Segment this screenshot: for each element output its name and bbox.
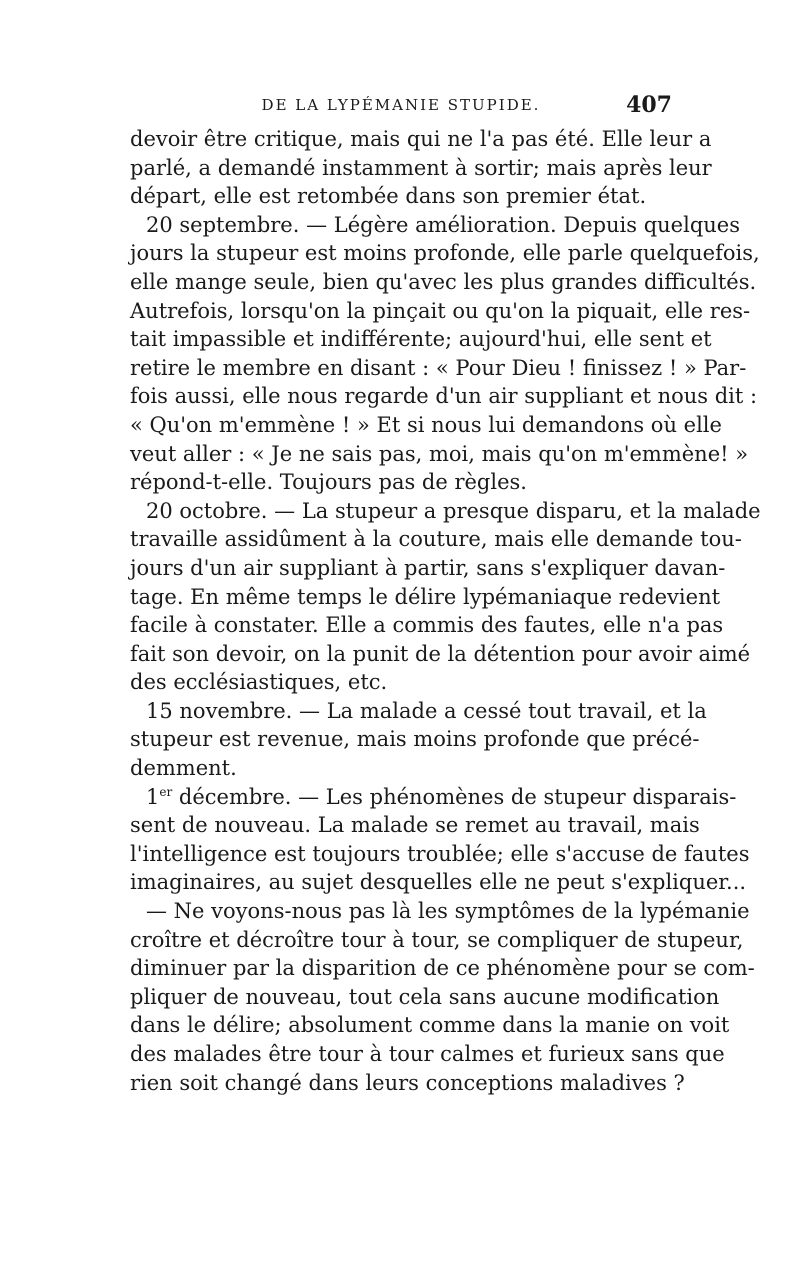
running-head: DE LA LYPÉMANIE STUPIDE. (261, 96, 541, 114)
text-line: pliquer de nouveau, tout cela sans aucune modification (130, 984, 720, 1009)
text-line: jours d'un air suppliant à partir, sans s'expliquer davan- (130, 555, 726, 580)
text-line: imaginaires, au sujet desquelles elle ne peut s'expliquer... (130, 870, 747, 895)
date-number: 1 (146, 784, 160, 809)
text-line: 20 septembre. — Légère amélioration. Depuis quelques (146, 212, 740, 237)
text-line: parlé, a demandé instamment à sortir; mais après leur (130, 155, 712, 180)
text-line: sent de nouveau. La malade se remet au travail, mais (130, 813, 700, 838)
text-line: tage. En même temps le délire lypémaniaque redevient (130, 584, 721, 609)
body-text (130, 125, 761, 1097)
text-line: retire le membre en disant : « Pour Dieu ! finissez ! » Par- (130, 355, 747, 380)
text-line-date (130, 783, 737, 812)
text-line: stupeur est revenue, mais moins profonde que précé- (130, 727, 700, 752)
text-line: dans le délire; absolument comme dans la manie on voit (130, 1013, 730, 1038)
text-line: Autrefois, lorsqu'on la pinçait ou qu'on la piquait, elle res- (130, 298, 751, 323)
page-number: 407 (626, 92, 672, 118)
text-line: veut aller : « Je ne sais pas, moi, mais qu'on m'emmène! » (130, 441, 749, 466)
text-line: « Qu'on m'emmène ! » Et si nous lui demandons où elle (130, 412, 722, 437)
text-line: jours la stupeur est moins profonde, elle parle quelquefois, (130, 241, 760, 266)
text-line: départ, elle est retombée dans son premier état. (130, 184, 647, 209)
text-line: fois aussi, elle nous regarde d'un air suppliant et nous dit : (130, 384, 758, 409)
text-line: — Ne voyons-nous pas là les symptômes de la lypémanie (146, 899, 750, 924)
text-line: demment. (130, 756, 237, 781)
text-line: 15 novembre. — La malade a cessé tout travail, et la (146, 698, 707, 723)
date-line-rest: décembre. — Les phénomènes de stupeur disparais- (172, 784, 737, 809)
text-line: travaille assidûment à la couture, mais elle demande tou- (130, 527, 742, 552)
text-line: diminuer par la disparition de ce phénomène pour se com- (130, 956, 755, 981)
text-line: 20 octobre. — La stupeur a presque disparu, et la malade (146, 498, 761, 523)
text-line: répond-t-elle. Toujours pas de règles. (130, 470, 527, 495)
page-header (130, 92, 672, 120)
text-line: elle mange seule, bien qu'avec les plus grandes difficultés. (130, 269, 757, 294)
text-line: l'intelligence est toujours troublée; elle s'accuse de fautes (130, 841, 750, 866)
text-line: devoir être critique, mais qui ne l'a pas été. Elle leur a (130, 127, 712, 151)
date-superscript: er (159, 784, 173, 799)
text-line: tait impassible et indifférente; aujourd'hui, elle sent et (130, 327, 712, 352)
text-line: des malades être tour à tour calmes et furieux sans que (130, 1042, 725, 1066)
text-line: fait son devoir, on la punit de la détention pour avoir aimé (130, 641, 751, 666)
text-line: croître et décroître tour à tour, se compliquer de stupeur, (130, 927, 744, 952)
text-line: rien soit changé dans leurs conceptions maladives ? (130, 1070, 685, 1095)
text-line: des ecclésiastiques, etc. (130, 670, 388, 695)
text-line: facile à constater. Elle a commis des fautes, elle n'a pas (130, 613, 724, 638)
